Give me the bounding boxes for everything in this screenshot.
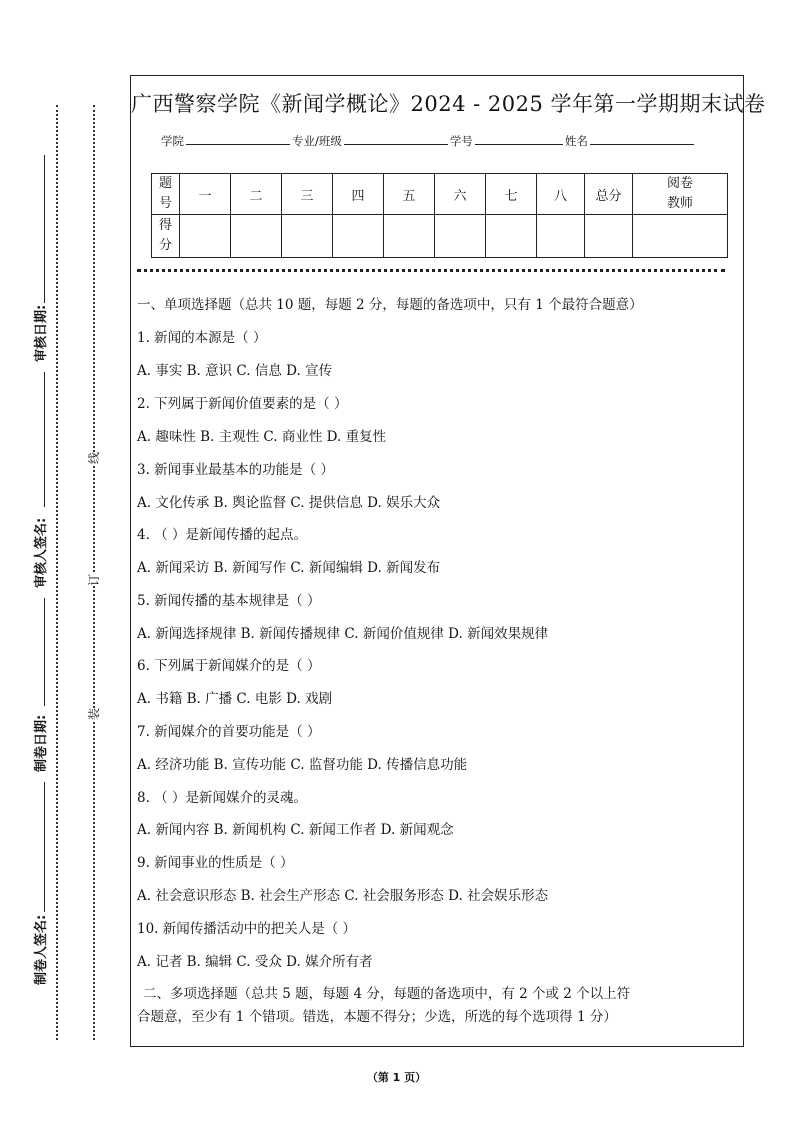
column-header: 六 — [435, 174, 486, 215]
score-table-score-row — [152, 215, 728, 258]
column-header: 七 — [486, 174, 537, 215]
student-id-field[interactable] — [475, 132, 563, 145]
column-header: 二 — [231, 174, 282, 215]
column-header: 五 — [384, 174, 435, 215]
total-score-cell[interactable] — [585, 215, 633, 258]
question-text: 10. 新闻传播活动中的把关人是（ ） — [137, 921, 357, 937]
major-class-field[interactable] — [344, 132, 448, 145]
question-text: 4. （ ）是新闻传播的起点。 — [137, 527, 307, 543]
college-label: 学院 — [161, 134, 184, 148]
question-options: A. 事实 B. 意识 C. 信息 D. 宣传 — [137, 363, 333, 379]
question-text: 2. 下列属于新闻价值要素的是（ ） — [137, 396, 348, 412]
question-options: A. 新闻选择规律 B. 新闻传播规律 C. 新闻价值规律 D. 新闻效果规律 — [137, 626, 549, 642]
score-cell[interactable] — [333, 215, 384, 258]
student-id-label: 学号 — [449, 134, 473, 148]
exam-frame — [130, 75, 766, 1047]
score-table — [151, 173, 728, 258]
question-options: A. 记者 B. 编辑 C. 受众 D. 媒介所有者 — [137, 954, 373, 970]
dotted-rule-right — [93, 105, 95, 1040]
binding-char-line: 线 — [87, 451, 102, 465]
grader-header: 阅卷 教师 — [633, 174, 728, 215]
review-date-line — [44, 155, 45, 303]
grader-cell[interactable] — [633, 215, 728, 258]
page-number: （第 1 页） — [366, 1071, 427, 1084]
column-header: 八 — [537, 174, 585, 215]
reviewer-sign-label: 审核人签名: — [34, 517, 49, 588]
question-options: A. 新闻采访 B. 新闻写作 C. 新闻编辑 D. 新闻发布 — [137, 560, 441, 576]
score-row-header: 得 分 — [152, 215, 180, 258]
reviewer-sign-line — [44, 372, 45, 507]
question-text: 8. （ ）是新闻媒介的灵魂。 — [137, 790, 307, 806]
question-text: 9. 新闻事业的性质是（ ） — [137, 855, 294, 871]
total-header: 总分 — [585, 174, 633, 215]
make-date-line — [44, 598, 45, 706]
binding-char-bind: 装 — [87, 707, 102, 721]
section2-heading-line2: 合题意，至少有 1 个错项。错选，本题不得分；少选，所选的每个选项得 1 分） — [137, 1009, 617, 1025]
column-header: 三 — [282, 174, 333, 215]
question-options: A. 文化传承 B. 舆论监督 C. 提供信息 D. 娱乐大众 — [137, 495, 441, 511]
score-cell[interactable] — [282, 215, 333, 258]
question-text: 5. 新闻传播的基本规律是（ ） — [137, 593, 321, 609]
score-table-header-row — [152, 174, 728, 215]
question-text: 6. 下列属于新闻媒介的是（ ） — [137, 658, 321, 674]
section1-heading: 一、单项选择题（总共 10 题，每题 2 分，每题的备选项中，只有 1 个最符合题意） — [137, 297, 643, 313]
question-options: A. 经济功能 B. 宣传功能 C. 监督功能 D. 传播信息功能 — [137, 757, 468, 773]
review-date-label: 审核日期: — [34, 304, 49, 362]
question-options: A. 社会意识形态 B. 社会生产形态 C. 社会服务形态 D. 社会娱乐形态 — [137, 888, 549, 904]
make-date-label: 制卷日期: — [34, 714, 49, 772]
score-cell[interactable] — [435, 215, 486, 258]
question-text: 1. 新闻的本源是（ ） — [137, 330, 267, 346]
question-options: A. 书籍 B. 广播 C. 电影 D. 戏剧 — [137, 691, 333, 707]
binding-char-staple: 订 — [87, 573, 102, 587]
college-field[interactable] — [186, 132, 290, 145]
score-cell[interactable] — [384, 215, 435, 258]
score-cell[interactable] — [231, 215, 282, 258]
question-options: A. 新闻内容 B. 新闻机构 C. 新闻工作者 D. 新闻观念 — [137, 822, 454, 838]
score-cell[interactable] — [486, 215, 537, 258]
exam-title: 广西警察学院《新闻学概论》2024 - 2025 学年第一学期期末试卷 — [131, 92, 766, 116]
name-label: 姓名 — [564, 134, 588, 148]
section2-heading-line1: 二、多项选择题（总共 5 题，每题 4 分，每题的备选项中，有 2 个或 2 个以上符 — [143, 986, 631, 1002]
score-cell[interactable] — [537, 215, 585, 258]
column-header: 一 — [180, 174, 231, 215]
question-text: 7. 新闻媒介的首要功能是（ ） — [137, 724, 321, 740]
question-text: 3. 新闻事业最基本的功能是（ ） — [137, 462, 334, 478]
question-number-header: 题 号 — [152, 174, 180, 215]
dotted-rule-left — [56, 105, 58, 1040]
name-field[interactable] — [590, 132, 694, 145]
student-info-row — [161, 132, 696, 149]
maker-sign-label: 制卷人签名: — [34, 914, 49, 985]
column-header: 四 — [333, 174, 384, 215]
score-cell[interactable] — [180, 215, 231, 258]
maker-sign-line — [44, 782, 45, 912]
dotted-separator — [137, 269, 725, 272]
question-options: A. 趣味性 B. 主观性 C. 商业性 D. 重复性 — [137, 429, 387, 445]
major-class-label: 专业/班级 — [292, 134, 342, 148]
